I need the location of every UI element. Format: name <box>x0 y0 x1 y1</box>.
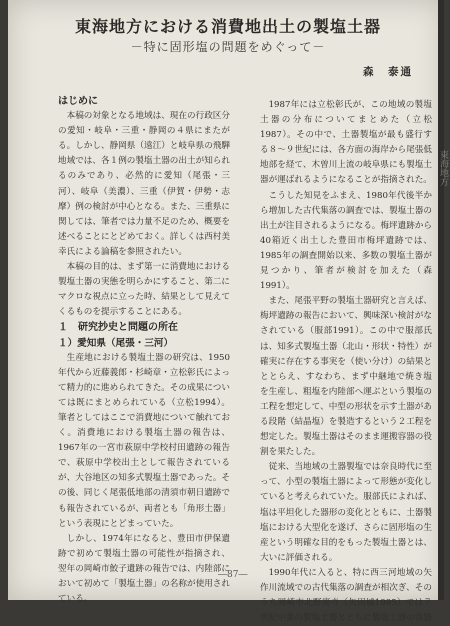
author-name: 森 泰通 <box>363 66 413 78</box>
body-paragraph: 1990年代に入ると、特に西三河地域の矢作川流域での古代集落の調査が相次ぎ、そのうち岡崎市北野廃寺（矢田城1995）では７世紀中葉の製塩土器とともに製塩土器の容器 <box>260 567 432 624</box>
body-paragraph: しかし、1974年になると、豊田市伊保遺跡で初めて製塩土器の可能性が指摘され、翌年の岡崎市鮫子遺跡の報告では、内陸部において初めて「製塩土器」の名称が使用されている。 <box>58 533 230 605</box>
section-heading-text: 研究抄史と問題の所在 <box>78 322 178 334</box>
section-number: １ <box>58 322 68 334</box>
page-number: ―87― <box>218 570 248 580</box>
intro-paragraph: 本稿の対象となる地域は、現在の行政区分の愛知・岐阜・三重・静岡の４県にまたがる。しかし、静岡県（遠江）と岐阜県の飛騨地域では、各１例の製塩土器の出土が知られるのみであり、必然的に愛知（尾張・三河）、岐阜（美濃）、三重（伊賀・伊勢・志摩）例の検討が中心となる。また、三重県に関しては、筆者では力量不足のため、概要を述べることにとどめておく。詳しくは西村美幸氏による論稿を参照されたい。 <box>58 111 230 257</box>
article-title: 東海地方における消費地出土の製塩土器 <box>74 17 381 36</box>
body-paragraph: 従来、当地域の土器製塩では奈良時代に至って、小型の製塩土器によって形態が変化していると考えられていた。服部氏によれば、塩は平坦化した器形の変化とともに、土器製塩における大型化を遂げ、さらに固形塩の生産という明確な目的をもった製塩土器とは、大いに評価される。 <box>260 462 432 563</box>
intro-paragraph: 本稿の目的は、まず第一に消費地における製塩土器の実態を明らかにすること、第二にマクロな視点に立った時、結果として見えてくるものを提示することにある。 <box>58 262 230 318</box>
section-heading <box>58 320 230 335</box>
body-paragraph: こうした知見をふまえ、1980年代後半から増加した古代集落の調査では、製塩土器の出土が注目されるようになる。梅坪遺跡から40箱近く出土した豊田市梅坪遺跡では、1985年の調査開始以来、多数の製塩土器が見つかり、筆者が検討を加えた（森1991）。 <box>260 190 432 292</box>
body-paragraph: 生産地における製塩土器の研究は、1950年代から近藤義郎・杉崎章・立松彰氏によって精力的に進められてきた。その成果については既にまとめられている（立松1994）。筆者としてはここで消費地について触れておく。消費地における製塩土器の報告は、1967年の一宮市萩原中学校村田遺跡の報告で、萩原中学校出土として報告されているが、大谷地区の知多式製塩土器であった。その後、同じく尾張低地部の清須市朝日遺跡でも報告されているが、両者とも「角形土器」という表現にとどまっていた。 <box>58 352 230 529</box>
book-page <box>8 0 444 624</box>
right-column <box>260 98 432 626</box>
sub-heading: １）愛知県（尾張・三河） <box>58 337 174 349</box>
intro-heading: はじめに <box>58 96 98 107</box>
page-edge <box>438 0 444 600</box>
article-subtitle: －特に固形塩の問題をめぐって－ <box>130 40 326 54</box>
left-column <box>58 94 230 607</box>
body-paragraph: また、尾張平野の製塩土器研究と言えば、梅坪遺跡の報告において、興味深い検討がなされている（服部1991）。この中で服部氏は、知多式製塩土器（北山・形状・特性）が確実に存在する事実を（使い分け）の結果とととらえ、すなわち、まず中継地で焼き塩を生産し、粗塩を内陸部へ運ぶという製塩の工程を想定して、中型の形状を示す土器がある段階（結晶塩）を製造するという２工程を想定した。製塩土器はそのまま運搬容器の役割を果たした。 <box>260 296 432 458</box>
background-page-fragment: 東海地方 <box>438 150 448 186</box>
body-paragraph: 1987年には立松彰氏が、この地域の製塩土器の分布についてまとめた（立松1987）。その中で、土器製塩が最も盛行する８～９世紀には、各方面の海岸から尾張低地部を経て、木曽川上流の岐阜県にも製塩土器が運ばれるようになることが指摘された。 <box>260 100 432 186</box>
